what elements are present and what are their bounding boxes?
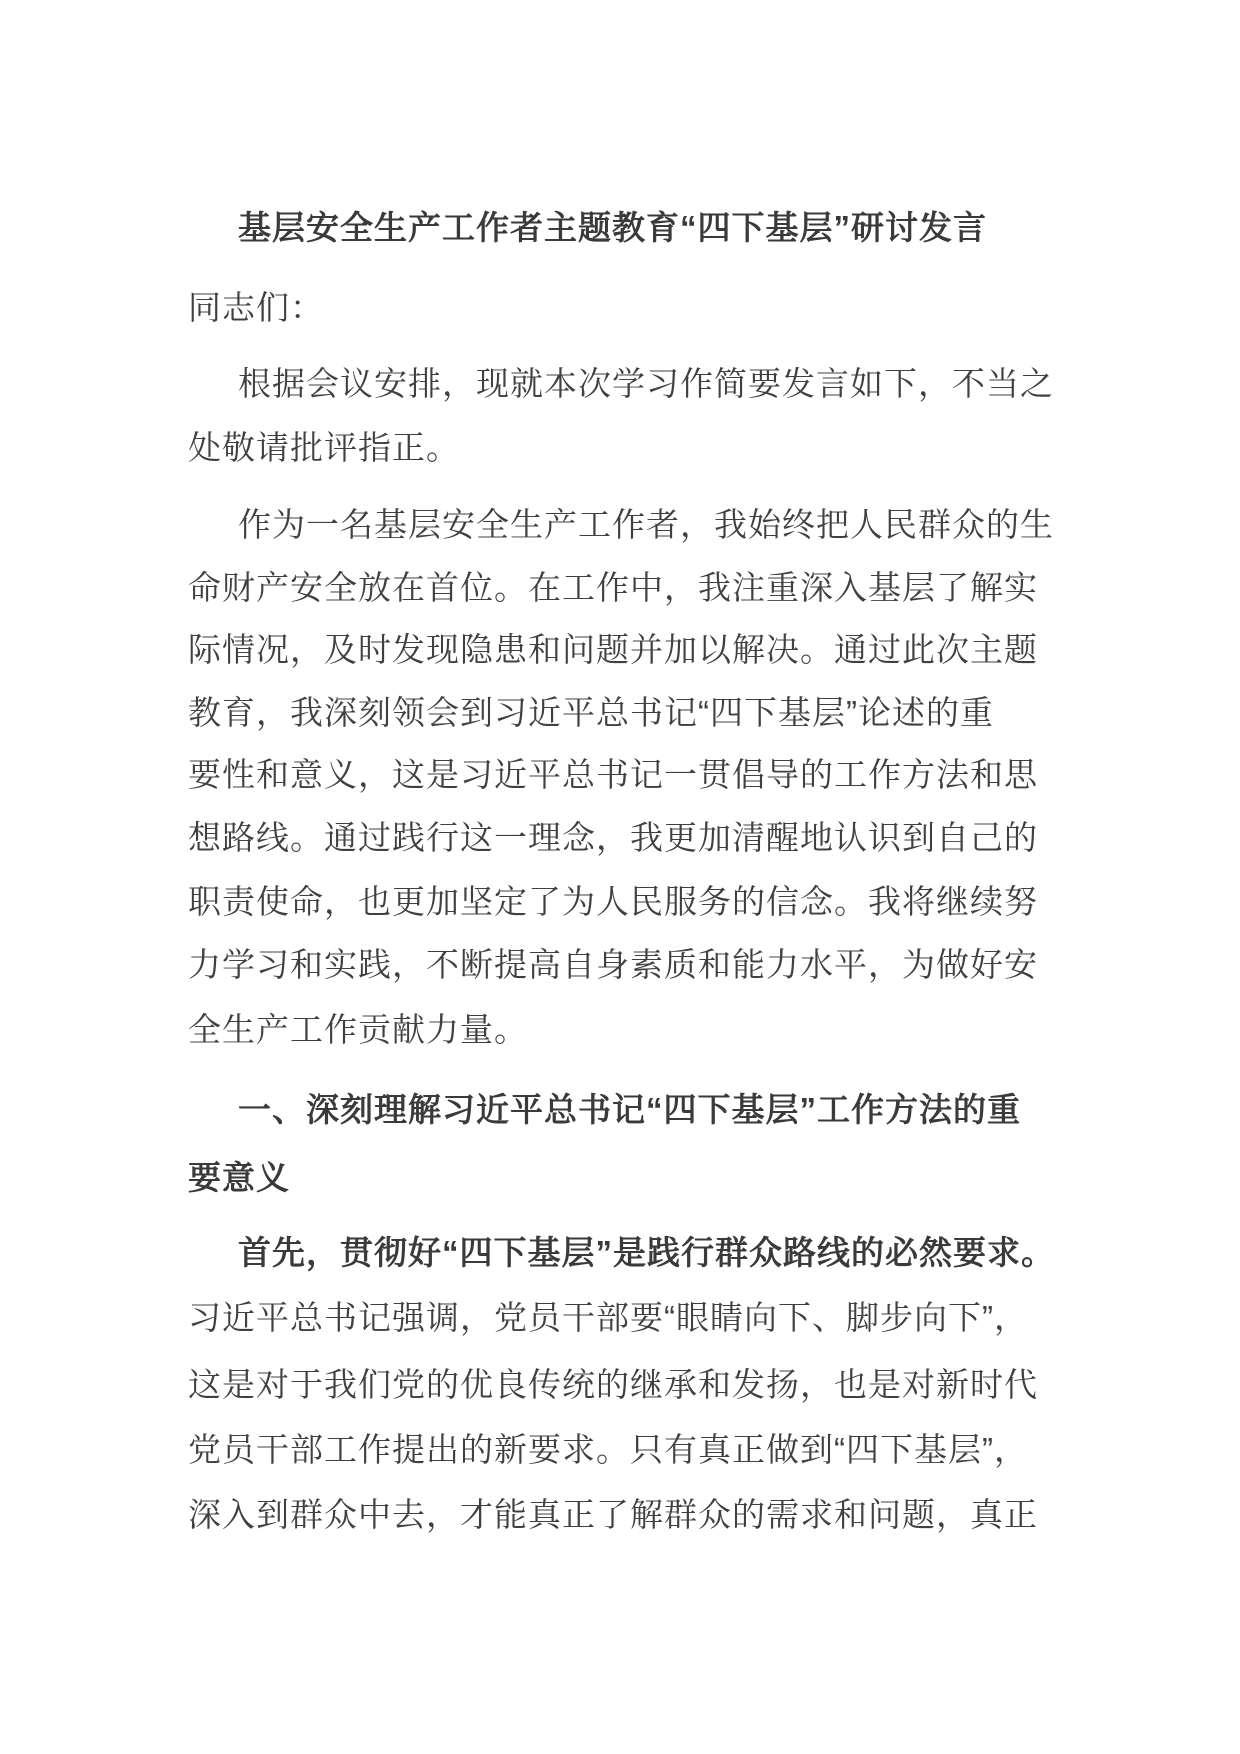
paragraph-line: 深入到群众中去，才能真正了解群众的需求和问题，真正 (188, 1496, 1038, 1533)
paragraph-lead: 首先，贯彻好“四下基层”是践行群众路线的必然要求。 (238, 1234, 1055, 1271)
section-heading: 一、深刻理解习近平总书记“四下基层”工作方法的重 (238, 1091, 1021, 1128)
paragraph-line: 力学习和实践，不断提高自身素质和能力水平，为做好安 (188, 946, 1038, 983)
paragraph-line: 全生产工作贡献力量。 (188, 1011, 528, 1048)
paragraph-line: 命财产安全放在首位。在工作中，我注重深入基层了解实 (188, 569, 1038, 606)
paragraph-line: 际情况，及时发现隐患和问题并加以解决。通过此次主题 (188, 631, 1038, 668)
paragraph-line: 作为一名基层安全生产工作者，我始终把人民群众的生 (238, 506, 1054, 543)
paragraph-line: 这是对于我们党的优良传统的继承和发扬，也是对新时代 (188, 1366, 1038, 1403)
paragraph-line: 处敬请批评指正。 (188, 429, 460, 466)
paragraph-line: 职责使命，也更加坚定了为人民服务的信念。我将继续努 (188, 883, 1038, 920)
salutation: 同志们： (188, 289, 324, 326)
paragraph-line: 根据会议安排，现就本次学习作简要发言如下，不当之 (238, 365, 1054, 402)
document-title: 基层安全生产工作者主题教育“四下基层”研讨发言 (238, 209, 987, 246)
paragraph-line: 党员干部工作提出的新要求。只有真正做到“四下基层”， (188, 1431, 1028, 1468)
section-heading: 要意义 (188, 1159, 290, 1196)
paragraph-line: 要性和意义，这是习近平总书记一贯倡导的工作方法和思 (188, 756, 1038, 793)
paragraph-line: 想路线。通过践行这一理念，我更加清醒地认识到自己的 (188, 819, 1038, 856)
paragraph-line: 习近平总书记强调，党员干部要“眼睛向下、脚步向下”， (188, 1299, 1028, 1336)
paragraph-line: 教育，我深刻领会到习近平总书记“四下基层”论述的重 (188, 694, 994, 731)
